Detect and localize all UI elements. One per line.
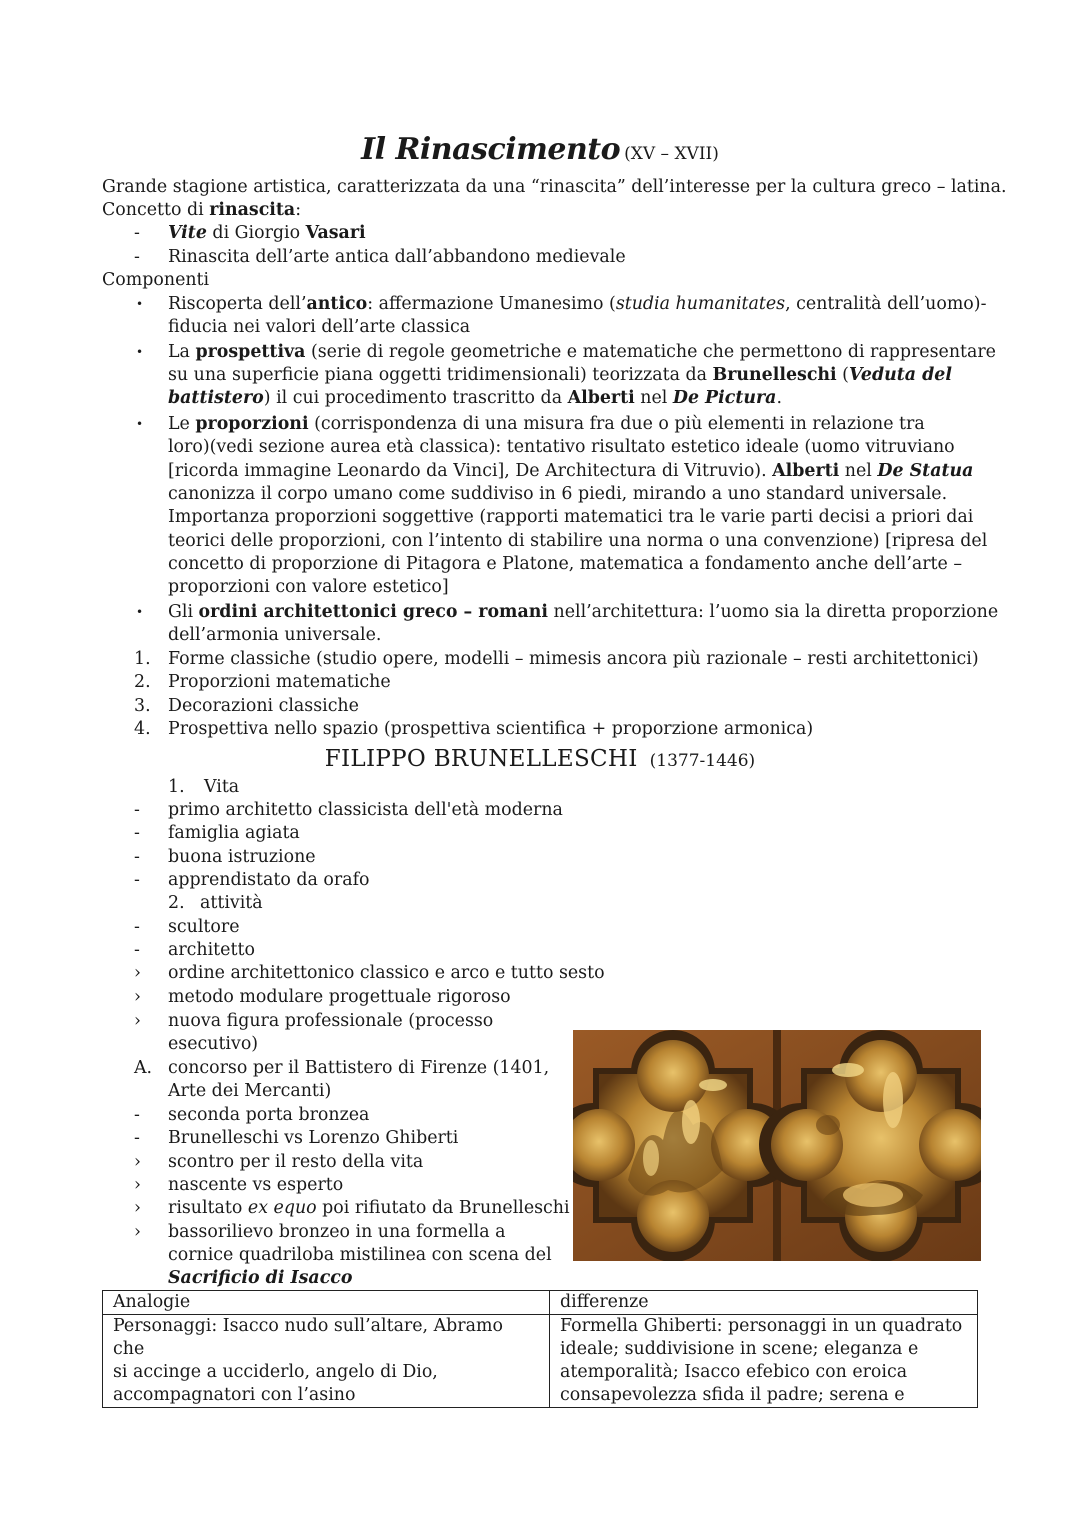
list-marker: 1. [134, 649, 151, 669]
list-marker: - [134, 1105, 140, 1125]
concorso-line-2: Arte dei Mercanti) [168, 1081, 332, 1101]
list-marker: - [134, 223, 140, 243]
list-marker: - [134, 870, 140, 890]
comparison-table [102, 1290, 978, 1408]
list-marker: 1. [168, 777, 185, 797]
list-marker: - [134, 1128, 140, 1148]
list-item: nuova figura professionale (processo [168, 1011, 494, 1031]
table-row [103, 1315, 978, 1408]
list-item: buona istruzione [168, 847, 316, 867]
prospettiva-line-2: su una superficie piana oggetti tridimensionali) teorizzata da Brunelleschi (Veduta del [168, 365, 952, 385]
list-marker: A. [134, 1058, 153, 1078]
list-marker: › [134, 1222, 141, 1242]
proporzioni-line-6: teorici delle proporzioni, con l’intento di stabilire una norma o una convenzione) [ripresa del [168, 531, 988, 551]
page-title [0, 132, 1080, 167]
sacrifice-of-isaac-panels-image [573, 1030, 981, 1261]
list-marker: 2. [134, 672, 151, 692]
list-item: primo architetto classicista dell'età moderna [168, 800, 563, 820]
title-main: Il Rinascimento [361, 132, 621, 167]
list-item: Prospettiva nello spazio (prospettiva scientifica + proporzione armonica) [168, 719, 814, 739]
list-marker: › [134, 1011, 141, 1031]
list-item: famiglia agiata [168, 823, 300, 843]
section-heading-brunelleschi [0, 746, 1080, 772]
cell-line: Personaggi: Isacco nudo sull’altare, Abramo che [113, 1316, 503, 1359]
list-marker: - [134, 940, 140, 960]
table-header-cell: Analogie [103, 1291, 550, 1315]
list-item-continued: esecutivo) [168, 1034, 259, 1054]
list-item: Vite di Giorgio Vasari [168, 223, 366, 243]
list-marker: › [134, 987, 141, 1007]
proporzioni-line-3: [ricorda immagine Leonardo da Vinci], De Architectura di Vitruvio). Alberti nel De Statua [168, 461, 974, 481]
proporzioni-line-2: loro)(vedi sezione aurea età classica): tentativo risultato estetico ideale (uomo vitruviano [168, 437, 955, 457]
bullet: • [136, 345, 144, 359]
list-marker: - [134, 917, 140, 937]
componenti-heading: Componenti [102, 270, 210, 290]
list-item: Brunelleschi vs Lorenzo Ghiberti [168, 1128, 459, 1148]
cell-line: ideale; suddivisione in scene; eleganza e [560, 1339, 919, 1359]
cell-line: consapevolezza sfida il padre; serena e [560, 1385, 905, 1405]
vita-label: Vita [204, 777, 240, 797]
title-period: (XV – XVII) [624, 144, 719, 164]
ordini-line-1: Gli ordini architettonici greco – romani nell’architettura: l’uomo sia la diretta proporzione [168, 602, 999, 622]
list-marker: 3. [134, 696, 151, 716]
list-marker: › [134, 1198, 141, 1218]
list-item: architetto [168, 940, 255, 960]
proporzioni-line-8: proporzioni con valore estetico] [168, 577, 449, 597]
list-item: seconda porta bronzea [168, 1105, 370, 1125]
list-marker: › [134, 963, 141, 983]
table-cell-differenze [550, 1315, 978, 1408]
list-marker: - [134, 800, 140, 820]
table-header-row [103, 1291, 978, 1315]
antico-line-1: Riscoperta dell’antico: affermazione Umanesimo (studia humanitates, centralità dell’uomo)- [168, 294, 987, 314]
prospettiva-line-3: battistero) il cui procedimento trascritto da Alberti nel De Pictura. [168, 388, 782, 408]
proporzioni-line-1: Le proporzioni (corrispondenza di una misura fra due o più elementi in relazione tra [168, 414, 925, 434]
list-marker: - [134, 823, 140, 843]
list-marker: › [134, 1175, 141, 1195]
concorso-line-1: concorso per il Battistero di Firenze (1401, [168, 1058, 550, 1078]
list-item: scontro per il resto della vita [168, 1152, 424, 1172]
list-item: nascente vs esperto [168, 1175, 344, 1195]
antico-line-2: fiducia nei valori dell’arte classica [168, 317, 471, 337]
list-item: Proporzioni matematiche [168, 672, 391, 692]
list-item: Decorazioni classiche [168, 696, 359, 716]
bullet: • [136, 297, 144, 311]
list-marker: 2. [168, 893, 185, 913]
section-heading-years: (1377-1446) [649, 751, 756, 771]
table-cell-analogie [103, 1315, 550, 1408]
cell-line: Formella Ghiberti: personaggi in un quadrato [560, 1316, 963, 1336]
table-header-cell: differenze [550, 1291, 978, 1315]
cell-line: atemporalità; Isacco efebico con eroica [560, 1362, 908, 1382]
proporzioni-line-7: concetto di proporzione di Pitagora e Platone, matematica a fondamento anche dell’arte – [168, 554, 963, 574]
section-heading-name: FILIPPO BRUNELLESCHI [324, 746, 638, 772]
prospettiva-line-1: La prospettiva (serie di regole geometriche e matematiche che permettono di rappresentare [168, 342, 996, 362]
list-item: Forme classiche (studio opere, modelli – mimesis ancora più razionale – resti architettonici) [168, 649, 979, 669]
bullet: • [136, 605, 144, 619]
list-marker: › [134, 1152, 141, 1172]
rinascita-heading: Concetto di rinascita: [102, 200, 302, 220]
proporzioni-line-5: Importanza proporzioni soggettive (rapporti matematici tra le varie parti decisi a priori dai [168, 507, 974, 527]
cell-line: accompagnatori con l’asino [113, 1385, 356, 1405]
list-item: Rinascita dell’arte antica dall’abbandono medievale [168, 247, 626, 267]
bassorilievo-line-2: cornice quadriloba mistilinea con scena del [168, 1245, 552, 1265]
proporzioni-line-4: canonizza il corpo umano come suddiviso in 6 piedi, mirando a uno standard universale. [168, 484, 948, 504]
list-marker: 4. [134, 719, 151, 739]
intro-text: Grande stagione artistica, caratterizzata da una “rinascita” dell’interesse per la cultura greco – latina. [102, 177, 1007, 197]
attivita-label: attività [200, 893, 263, 913]
list-marker: - [134, 847, 140, 867]
list-item: ordine architettonico classico e arco e tutto sesto [168, 963, 605, 983]
list-marker: - [134, 247, 140, 267]
bullet: • [136, 417, 144, 431]
list-item: scultore [168, 917, 240, 937]
bassorilievo-line-1: bassorilievo bronzeo in una formella a [168, 1222, 506, 1242]
panels-illustration [573, 1030, 981, 1261]
list-item: apprendistato da orafo [168, 870, 370, 890]
cell-line: si accinge a ucciderlo, angelo di Dio, [113, 1362, 438, 1382]
ordini-line-2: dell’armonia universale. [168, 625, 382, 645]
bassorilievo-line-3: Sacrificio di Isacco [168, 1268, 353, 1288]
list-item: risultato ex equo poi rifiutato da Brunelleschi [168, 1198, 570, 1218]
list-item: metodo modulare progettuale rigoroso [168, 987, 511, 1007]
